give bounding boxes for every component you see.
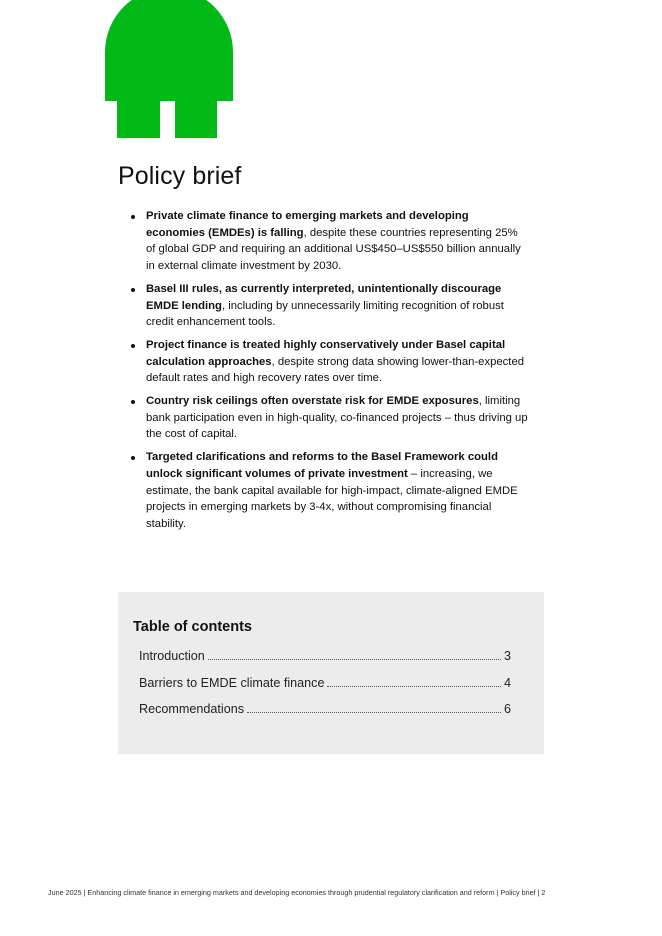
bullet-text: , including by unnecessarily limiting recognition of robust credit enhancement tools. [146,299,504,329]
toc-entry-barriers[interactable] [139,676,511,703]
bullet-text: – increasing, we estimate, the bank capital available for high-impact, climate-aligned EMDE projects in emerging markets by 3-4x, without compromising financial stability. [146,467,518,530]
page-title: Policy brief [118,162,242,190]
bullet-bold-text: Country risk ceilings often overstate risk for EMDE exposures [146,395,479,408]
green-plug-logo-icon [105,0,233,138]
toc-page-number: 6 [503,702,511,716]
list-item [146,449,528,533]
bullet-bold-text: Basel III rules, as currently interpreted, unintentionally discourage EMDE lending [146,282,502,312]
toc-entry-label: Barriers to EMDE climate finance [139,675,325,690]
toc-leader-dots [208,659,501,660]
page-footer: June 2025 | Enhancing climate finance in emerging markets and developing economies through prudential regulatory clarification and reform | Policy brief | 2 [48,888,546,897]
toc-entry-recommendations[interactable] [139,702,511,729]
key-points-list [146,208,528,539]
toc-list [139,649,511,729]
bullet-text: , limiting bank participation even in high-quality, co-financed projects – thus driving up the cost of capital. [146,395,528,441]
list-item [146,208,528,275]
toc-entry-label: Recommendations [139,702,244,716]
list-item [146,281,528,331]
toc-leader-dots [327,686,501,687]
list-item [146,393,528,443]
toc-heading: Table of contents [133,619,252,635]
table-of-contents [118,592,544,754]
bullet-bold-text: Targeted clarifications and reforms to the Basel Framework could unlock significant volumes of private investment [146,451,498,480]
toc-leader-dots [247,712,501,713]
toc-entry-label: Introduction [139,649,205,663]
bullet-bold-text: Private climate finance to emerging markets and developing economies (EMDEs) is falling [146,210,469,239]
bullet-bold-text: Project finance is treated highly conservatively under Basel capital calculation approaches [146,338,506,368]
bullet-text: , despite these countries representing 25% of global GDP and requiring an additional US$450–US$550 billion annually in external climate investment by 2030. [146,226,521,273]
list-item [146,337,528,387]
toc-page-number: 4 [503,675,511,690]
toc-entry-introduction[interactable] [139,649,511,676]
bullet-text: , despite strong data showing lower-than-expected default rates and high recovery rates over time. [146,355,525,385]
toc-page-number: 3 [503,649,511,663]
